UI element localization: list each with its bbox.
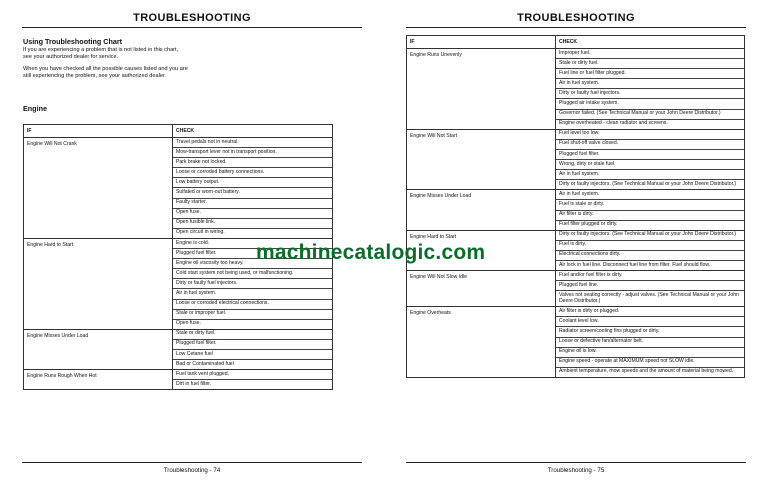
page-title: TROUBLESHOOTING: [133, 12, 251, 24]
if-condition: Engine Runs Unevenly: [407, 49, 556, 130]
check-item: Engine overheated - clean radiator and screens.: [559, 120, 668, 127]
troubleshooting-table-right: [406, 35, 745, 378]
check-item: Stale or improper fuel.: [173, 310, 332, 320]
intro-paragraph-1: If you are experiencing a problem that is not listed in this chart, see your authorized dealer for service.: [23, 47, 179, 60]
check-list: [556, 49, 745, 130]
check-item: Fuel is dirty.: [556, 241, 744, 251]
check-item: Coolant level low.: [556, 317, 744, 327]
check-item: Improper fuel.: [556, 49, 744, 59]
page-title: TROUBLESHOOTING: [517, 12, 635, 24]
section-heading: Using Troubleshooting Chart: [23, 37, 123, 46]
if-condition: Engine Runs Rough When Hot: [24, 370, 173, 390]
check-item: Fuel and/or fuel filter is dirty.: [556, 271, 744, 281]
check-item: Loose or corroded electrical connections.: [173, 300, 332, 310]
check-item: Fuel filter plugged or dirty.: [559, 221, 618, 228]
check-item: Ambient temperature, mow speeds and the amount of material being mowed.: [559, 368, 734, 375]
check-item: Loose or defective fan/alternator belt.: [556, 338, 744, 348]
if-header: IF: [407, 36, 556, 49]
if-condition: Engine Hard to Start: [24, 238, 173, 329]
if-condition: Engine Will Not Slow Idle: [407, 271, 556, 307]
check-item: Air in fuel system.: [556, 79, 744, 89]
check-list: [173, 138, 333, 239]
check-item: Bad or Contaminated fuel: [176, 360, 234, 367]
footer-rule: [406, 462, 746, 463]
check-item: Mow-transport lever not in transport position.: [173, 148, 332, 158]
table-row: [407, 49, 745, 130]
check-item: Low Cetane fuel: [173, 350, 332, 360]
check-item: Open fuse.: [176, 320, 201, 327]
check-item: Air in fuel system.: [556, 170, 744, 180]
check-item: Open fuse.: [173, 209, 332, 219]
check-item: Faulty starter.: [173, 199, 332, 209]
check-list: [556, 271, 745, 307]
title-rule: [22, 27, 362, 28]
check-item: Cold start system not being used, or malfunctioning.: [173, 269, 332, 279]
check-list: [556, 307, 745, 378]
check-item: Air filter is dirty.: [556, 211, 744, 221]
table-row: [24, 370, 333, 390]
intro-paragraph-2: When you have checked all the possible causes listed and you are still experiencing the problem, see your authorized dealer.: [23, 66, 188, 79]
check-item: Plugged fuel filter.: [173, 249, 332, 259]
check-item: Plugged fuel filter.: [173, 340, 332, 350]
check-item: Governor failed. (See Technical Manual or your John Deere Distributor.): [556, 110, 744, 120]
check-item: Engine oil is low.: [556, 348, 744, 358]
check-item: Park brake not locked.: [173, 158, 332, 168]
check-item: Stale or dirty fuel.: [556, 59, 744, 69]
check-item: Fuel shut-off valve closed.: [556, 140, 744, 150]
check-item: Air lock in fuel line. Disconnect fuel line from filter. Fuel should flow.: [559, 261, 711, 268]
footer-rule: [22, 462, 362, 463]
check-item: Engine speed - operate at MAXIMUM speed not SLOW idle.: [556, 358, 744, 368]
if-condition: Engine Hard to Start: [407, 230, 556, 270]
check-list: [173, 329, 333, 369]
check-item: Fuel line or fuel filter plugged.: [556, 69, 744, 79]
check-item: Plugged fuel filter.: [556, 150, 744, 160]
table-row: [24, 138, 333, 239]
if-header: IF: [24, 125, 173, 138]
if-condition: Engine Will Not Crank: [24, 138, 173, 239]
engine-heading: Engine: [23, 104, 47, 113]
check-item: Fuel is stale or dirty.: [556, 200, 744, 210]
check-list: [173, 370, 333, 390]
check-item: Fuel tank vent plugged.: [173, 370, 332, 380]
table-row: [407, 129, 745, 190]
check-item: Wrong, dirty or stale fuel.: [556, 160, 744, 170]
check-item: Engine is cold.: [173, 239, 332, 249]
if-condition: Engine Misses Under Load: [24, 329, 173, 369]
check-item: Air filter is dirty or plugged.: [556, 307, 744, 317]
check-header: CHECK: [173, 125, 333, 138]
check-header: CHECK: [556, 36, 745, 49]
check-item: Stale or dirty fuel.: [173, 330, 332, 340]
table-row: [407, 271, 745, 307]
check-item: Fuel level too low.: [556, 130, 744, 140]
check-item: Valves not seating correctly - adjust valves. (See Technical Manual or your John Deere Distributor.): [559, 291, 739, 304]
check-item: Dirt in fuel filter.: [176, 380, 212, 387]
check-item: Engine oil viscosity too heavy.: [173, 259, 332, 269]
check-item: Dirty or faulty injectors. (See Technical Manual or your John Deere Distributor.): [556, 231, 744, 241]
if-condition: Engine Overheats: [407, 307, 556, 378]
check-item: Plugged air intake system.: [556, 99, 744, 109]
table-row: [24, 329, 333, 369]
table-row: [407, 190, 745, 230]
check-item: Low battery output.: [173, 178, 332, 188]
check-item: Sulfated or worn-out battery.: [173, 188, 332, 198]
check-item: Plugged fuel line.: [556, 281, 744, 291]
watermark: machinecatalogic.com: [256, 241, 486, 264]
check-item: Dirty or faulty fuel injectors.: [173, 279, 332, 289]
page-footer: Troubleshooting - 74: [163, 467, 221, 474]
title-rule: [406, 27, 746, 28]
page-footer: Troubleshooting - 75: [547, 467, 605, 474]
check-item: Air in fuel system.: [556, 190, 744, 200]
check-item: Air in fuel system.: [173, 289, 332, 299]
check-item: Electrical connections dirty.: [556, 251, 744, 261]
check-item: Loose or corroded battery connections.: [173, 168, 332, 178]
check-item: Dirty or faulty injectors. (See Technical Manual or your John Deere Distributor.): [559, 180, 737, 187]
check-list: [556, 129, 745, 190]
check-item: Open circuit in wiring.: [176, 229, 225, 236]
check-list: [556, 190, 745, 230]
if-condition: Engine Misses Under Load: [407, 190, 556, 230]
check-item: Open fusible link.: [173, 219, 332, 229]
check-item: Travel pedals not in neutral.: [173, 138, 332, 148]
check-item: Radiator screen/cooling fins plugged or dirty.: [556, 327, 744, 337]
check-list: [556, 230, 745, 270]
check-item: Dirty or faulty fuel injectors.: [556, 89, 744, 99]
if-condition: Engine Will Not Start: [407, 129, 556, 190]
table-row: [407, 307, 745, 378]
